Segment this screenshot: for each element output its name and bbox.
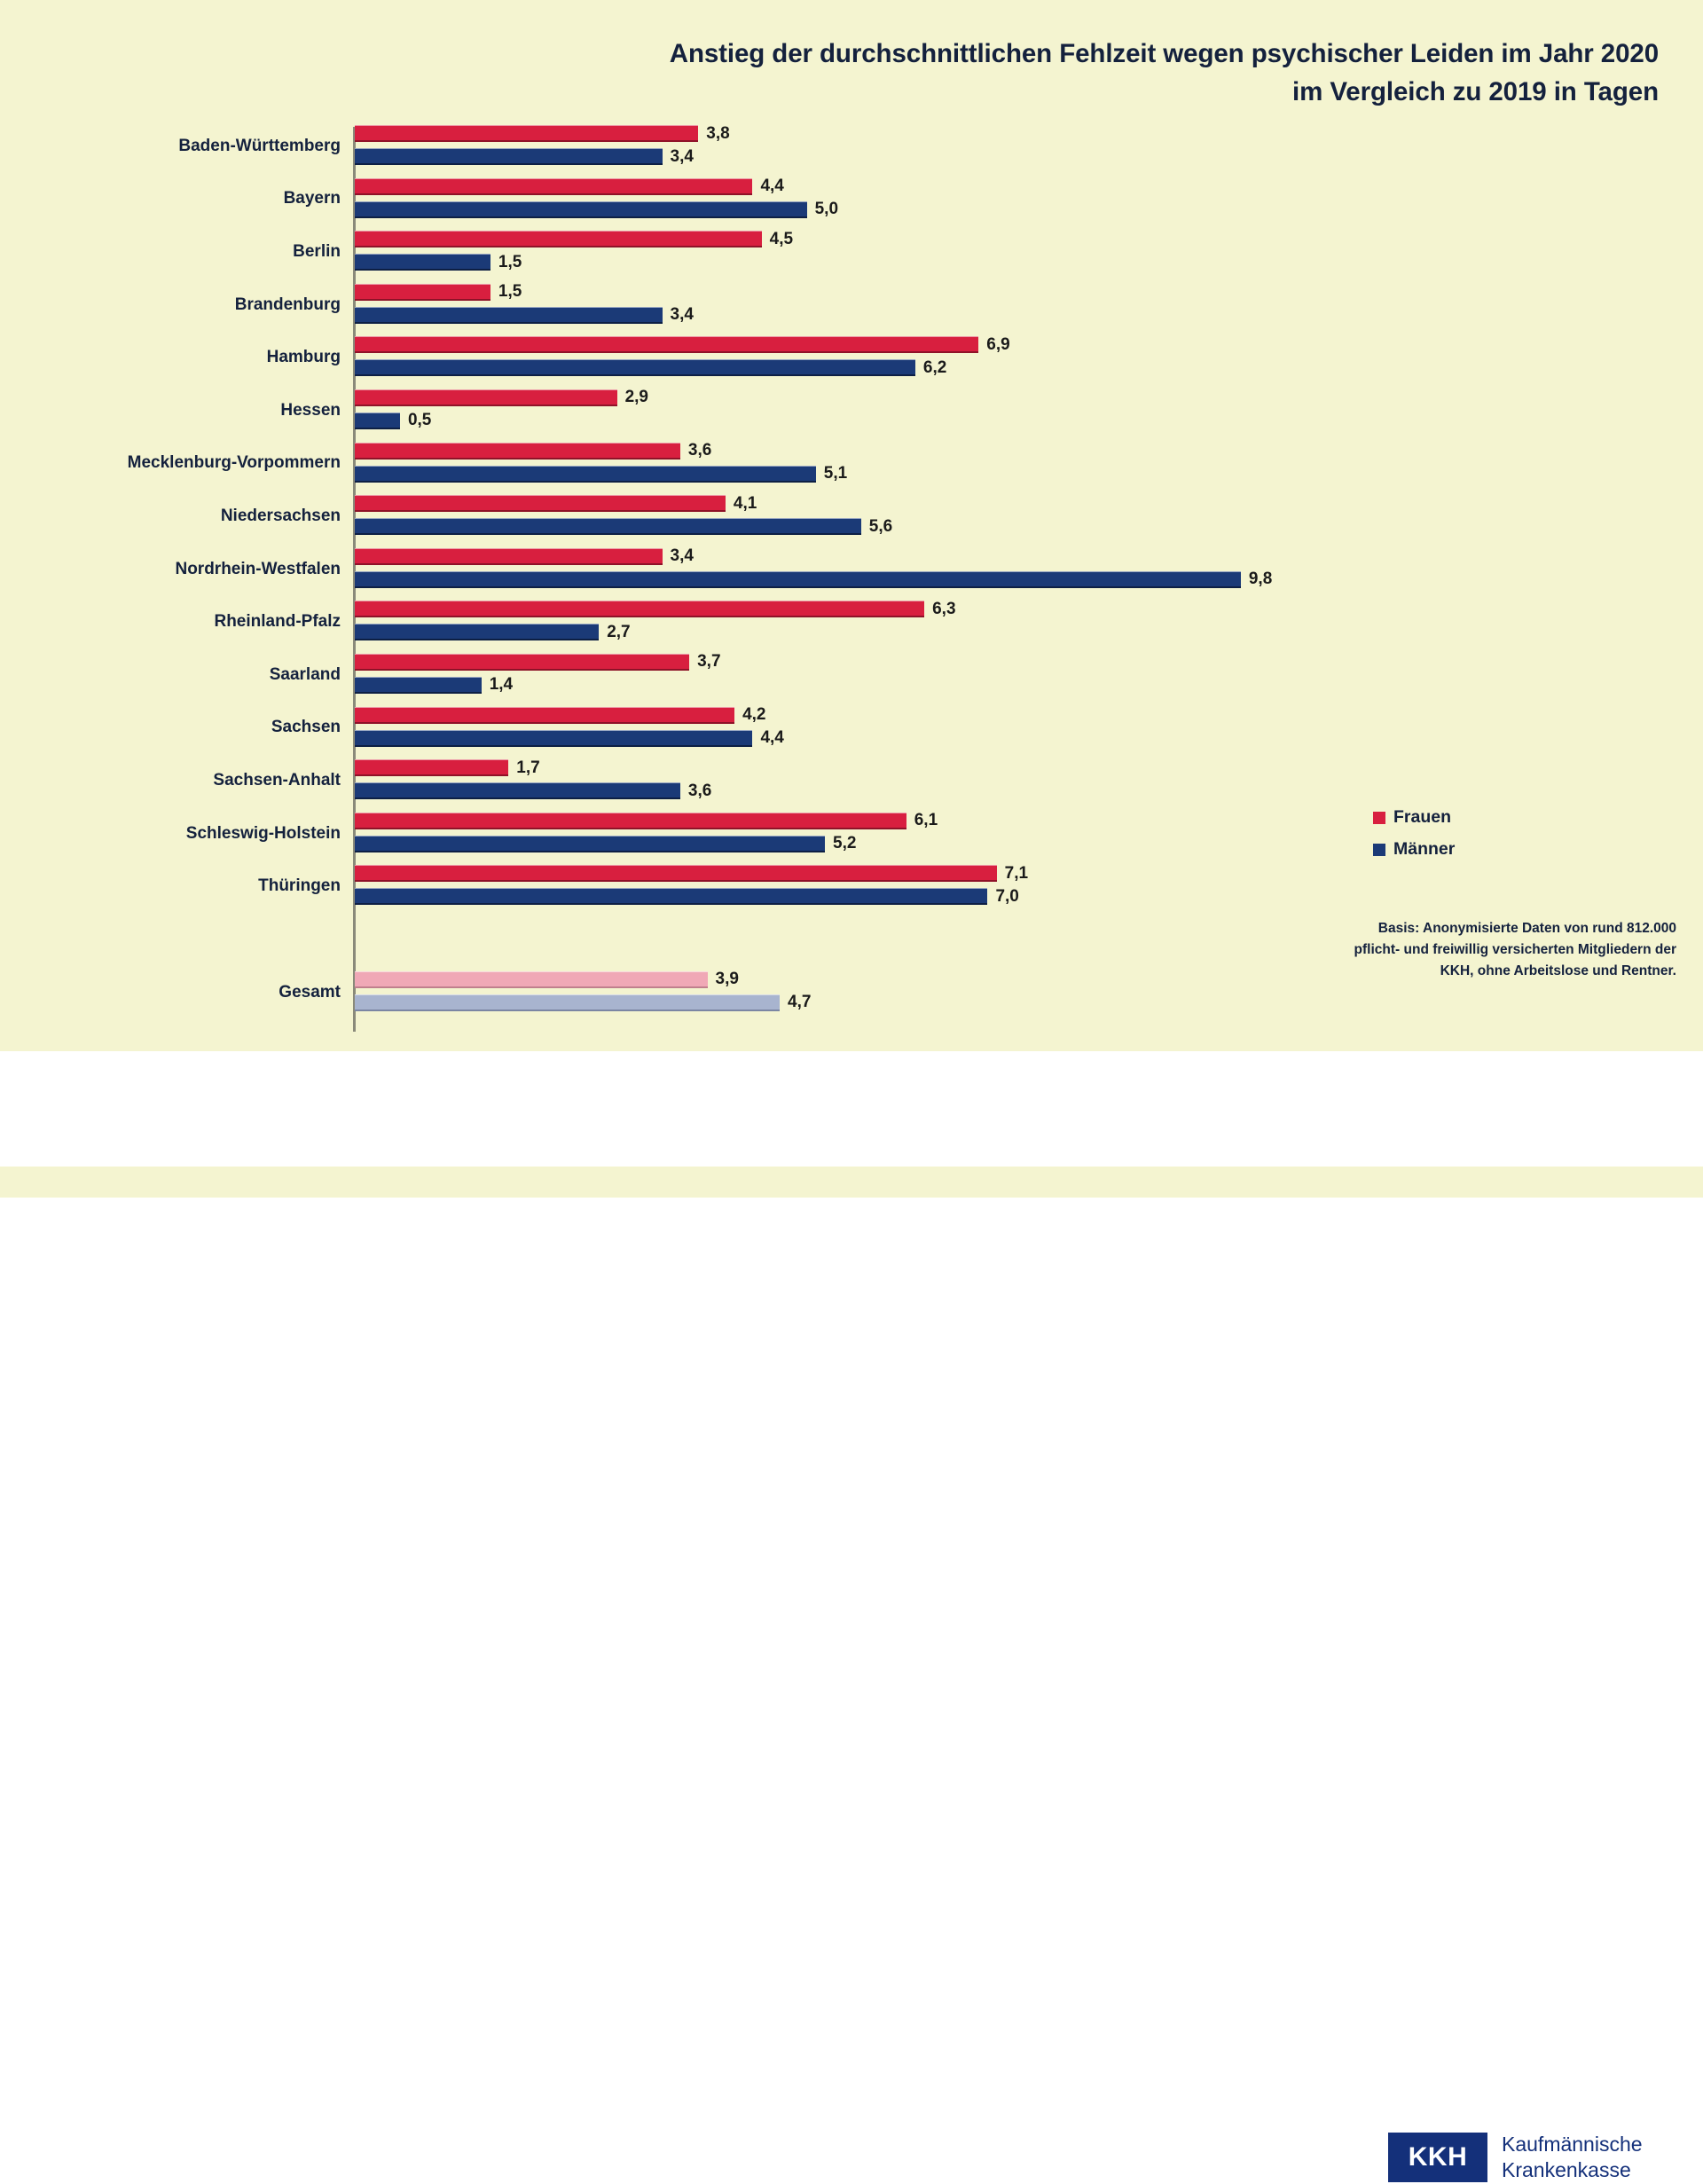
bar-value-label: 6,2 <box>922 357 947 377</box>
chart-panel <box>0 0 1703 1051</box>
category-label: Brandenburg <box>234 295 341 314</box>
bar-group-frauen <box>355 495 757 512</box>
kkh-logo-mark: KKH <box>1388 2133 1487 2182</box>
chart-row <box>0 595 1703 648</box>
bottom-cream-strip <box>0 1167 1703 1198</box>
bar-value-label: 4,1 <box>733 493 757 513</box>
bar-frauen <box>355 336 978 353</box>
bar-group-maenner <box>355 201 838 218</box>
bar-maenner <box>355 782 680 799</box>
category-label: Sachsen-Anhalt <box>213 770 341 790</box>
bar-value-label: 3,8 <box>706 123 730 143</box>
legend-item-maenner <box>1373 839 1455 860</box>
chart-legend <box>1373 807 1455 871</box>
row-bars <box>355 648 1614 702</box>
bar-value-label: 6,1 <box>914 811 938 830</box>
bar-value-label: 7,1 <box>1004 863 1029 883</box>
row-bars <box>355 384 1614 437</box>
bar-group-frauen <box>355 389 648 406</box>
bar-group-maenner <box>355 782 711 799</box>
bar-group-frauen <box>355 284 522 301</box>
bar-maenner <box>355 254 490 271</box>
bar-group-frauen <box>355 231 793 247</box>
bar-maenner <box>355 624 599 640</box>
row-bars <box>355 279 1614 332</box>
legend-item-frauen <box>1373 807 1455 828</box>
bar-value-label: 5,0 <box>814 200 839 219</box>
bar-maenner <box>355 677 482 694</box>
chart-row <box>0 702 1703 755</box>
kkh-logo-text-line-2: Krankenkasse <box>1502 2158 1631 2182</box>
row-bars <box>355 331 1614 384</box>
bar-group-maenner <box>355 412 431 429</box>
bar-maenner <box>355 888 987 905</box>
bar-value-label: 5,1 <box>823 464 848 483</box>
bar-value-label: 3,4 <box>670 305 694 325</box>
bar-group-maenner <box>355 307 694 324</box>
bar-value-label: 1,7 <box>516 758 540 777</box>
category-label: Hessen <box>280 400 341 420</box>
chart-row <box>0 543 1703 596</box>
chart-row <box>0 754 1703 807</box>
kkh-logo <box>1388 2132 1643 2184</box>
bar-group-maenner <box>355 571 1272 588</box>
bar-group-maenner <box>355 888 1019 905</box>
bar-value-label: 4,4 <box>760 728 784 748</box>
kkh-logo-text-line-1: Kaufmännische <box>1502 2133 1643 2156</box>
row-bars <box>355 595 1614 648</box>
bar-maenner <box>355 412 400 429</box>
bar-group-frauen <box>355 707 765 724</box>
chart-rows <box>0 120 1703 1019</box>
category-label: Hamburg <box>266 348 341 367</box>
category-label: Berlin <box>293 241 341 261</box>
bar-group-frauen <box>355 971 739 988</box>
bar-frauen <box>355 231 762 247</box>
bar-frauen <box>355 178 752 195</box>
row-bars <box>355 702 1614 755</box>
bar-value-label: 1,5 <box>498 252 522 271</box>
chart-row <box>0 490 1703 543</box>
category-label: Niedersachsen <box>220 506 341 525</box>
category-label: Bayern <box>283 189 341 208</box>
chart-row <box>0 437 1703 491</box>
bar-frauen <box>355 654 689 671</box>
category-label: Schleswig-Holstein <box>185 823 341 843</box>
bar-value-label: 4,5 <box>769 229 794 248</box>
bar-value-label: 5,2 <box>833 834 857 853</box>
chart-row <box>0 331 1703 384</box>
bar-value-label: 9,8 <box>1248 570 1273 589</box>
category-label: Nordrhein-Westfalen <box>175 559 341 578</box>
bar-frauen <box>355 813 906 829</box>
bar-value-label: 1,4 <box>489 675 514 695</box>
bar-value-label: 3,9 <box>715 970 739 989</box>
bar-value-label: 0,5 <box>407 411 432 430</box>
chart-row <box>0 120 1703 173</box>
bar-group-maenner <box>355 466 847 483</box>
bar-value-label: 3,7 <box>697 652 721 672</box>
bar-group-maenner <box>355 518 892 535</box>
bar-group-frauen <box>355 443 711 460</box>
bar-maenner <box>355 148 663 165</box>
row-bars <box>355 754 1614 807</box>
bar-value-label: 3,4 <box>670 146 694 166</box>
bar-group-maenner <box>355 994 811 1011</box>
chart-row <box>0 384 1703 437</box>
row-bars <box>355 490 1614 543</box>
chart-title <box>231 35 1659 112</box>
basis-note: Basis: Anonymisierte Daten von rund 812.000 pflicht- und freiwillig versicherten Mitgliedern der KKH, ohne Arbeitslose und Rentner. <box>1354 921 1676 979</box>
bar-value-label: 3,6 <box>687 441 712 460</box>
bar-frauen <box>355 759 508 776</box>
bar-group-maenner <box>355 359 946 376</box>
category-label: Sachsen <box>271 718 341 737</box>
bar-group-maenner <box>355 624 631 640</box>
bar-maenner <box>355 201 807 218</box>
bar-maenner <box>355 466 816 483</box>
bar-value-label: 4,7 <box>788 993 812 1012</box>
bar-frauen <box>355 443 680 460</box>
bar-frauen <box>355 389 617 406</box>
bar-frauen <box>355 495 726 512</box>
bar-group-maenner <box>355 836 856 852</box>
bar-group-maenner <box>355 254 522 271</box>
bar-frauen <box>355 601 924 617</box>
bar-value-label: 2,9 <box>624 388 648 407</box>
bar-group-frauen <box>355 759 540 776</box>
bar-frauen <box>355 865 997 882</box>
bar-group-frauen <box>355 813 938 829</box>
bar-maenner <box>355 730 752 747</box>
bar-value-label: 3,4 <box>670 546 694 566</box>
row-bars <box>355 173 1614 226</box>
legend-label-maenner: Männer <box>1393 839 1456 859</box>
bar-group-frauen <box>355 336 1010 353</box>
bar-group-frauen <box>355 548 694 565</box>
chart-title-line-2: im Vergleich zu 2019 in Tagen <box>1292 76 1659 106</box>
bar-frauen <box>355 125 698 142</box>
category-label: Mecklenburg-Vorpommern <box>127 453 341 473</box>
bar-maenner <box>355 994 780 1011</box>
chart-title-line-1: Anstieg der durchschnittlichen Fehlzeit wegen psychischer Leiden im Jahr 2020 <box>669 39 1659 68</box>
category-label: Rheinland-Pfalz <box>214 612 341 632</box>
row-bars <box>355 437 1614 491</box>
legend-label-frauen: Frauen <box>1393 807 1452 827</box>
category-label: Saarland <box>269 664 341 684</box>
bar-group-maenner <box>355 148 694 165</box>
row-bars <box>355 225 1614 279</box>
category-label: Baden-Württemberg <box>178 136 341 155</box>
footer-strip <box>0 1051 1703 2182</box>
bar-maenner <box>355 518 861 535</box>
bar-group-frauen <box>355 654 721 671</box>
bar-maenner <box>355 836 825 852</box>
kkh-logo-text <box>1502 2132 1643 2184</box>
bar-frauen <box>355 707 734 724</box>
row-bars <box>355 543 1614 596</box>
bar-value-label: 3,6 <box>687 781 712 800</box>
bar-group-maenner <box>355 677 513 694</box>
bar-value-label: 6,9 <box>986 334 1010 354</box>
bar-group-frauen <box>355 601 956 617</box>
bar-value-label: 7,0 <box>995 886 1019 906</box>
chart-row <box>0 173 1703 226</box>
chart-row <box>0 279 1703 332</box>
legend-swatch-maenner-icon <box>1373 844 1385 856</box>
legend-swatch-frauen-icon <box>1373 812 1385 824</box>
bar-group-maenner <box>355 730 784 747</box>
bar-value-label: 6,3 <box>932 599 956 618</box>
bar-value-label: 4,2 <box>742 705 766 725</box>
category-label: Thüringen <box>258 876 341 896</box>
row-bars <box>355 120 1614 173</box>
bar-value-label: 4,4 <box>760 177 784 196</box>
category-label: Gesamt <box>279 982 341 1002</box>
bar-group-frauen <box>355 865 1028 882</box>
bar-frauen <box>355 971 708 988</box>
bar-frauen <box>355 284 490 301</box>
bar-maenner <box>355 307 663 324</box>
bar-group-frauen <box>355 125 730 142</box>
bar-frauen <box>355 548 663 565</box>
bar-value-label: 1,5 <box>498 282 522 302</box>
bar-group-frauen <box>355 178 784 195</box>
bar-maenner <box>355 359 915 376</box>
chart-row <box>0 648 1703 702</box>
bar-value-label: 5,6 <box>868 516 893 536</box>
chart-row <box>0 225 1703 279</box>
bar-maenner <box>355 571 1241 588</box>
bar-chart <box>0 120 1703 1033</box>
bar-value-label: 2,7 <box>607 622 631 641</box>
